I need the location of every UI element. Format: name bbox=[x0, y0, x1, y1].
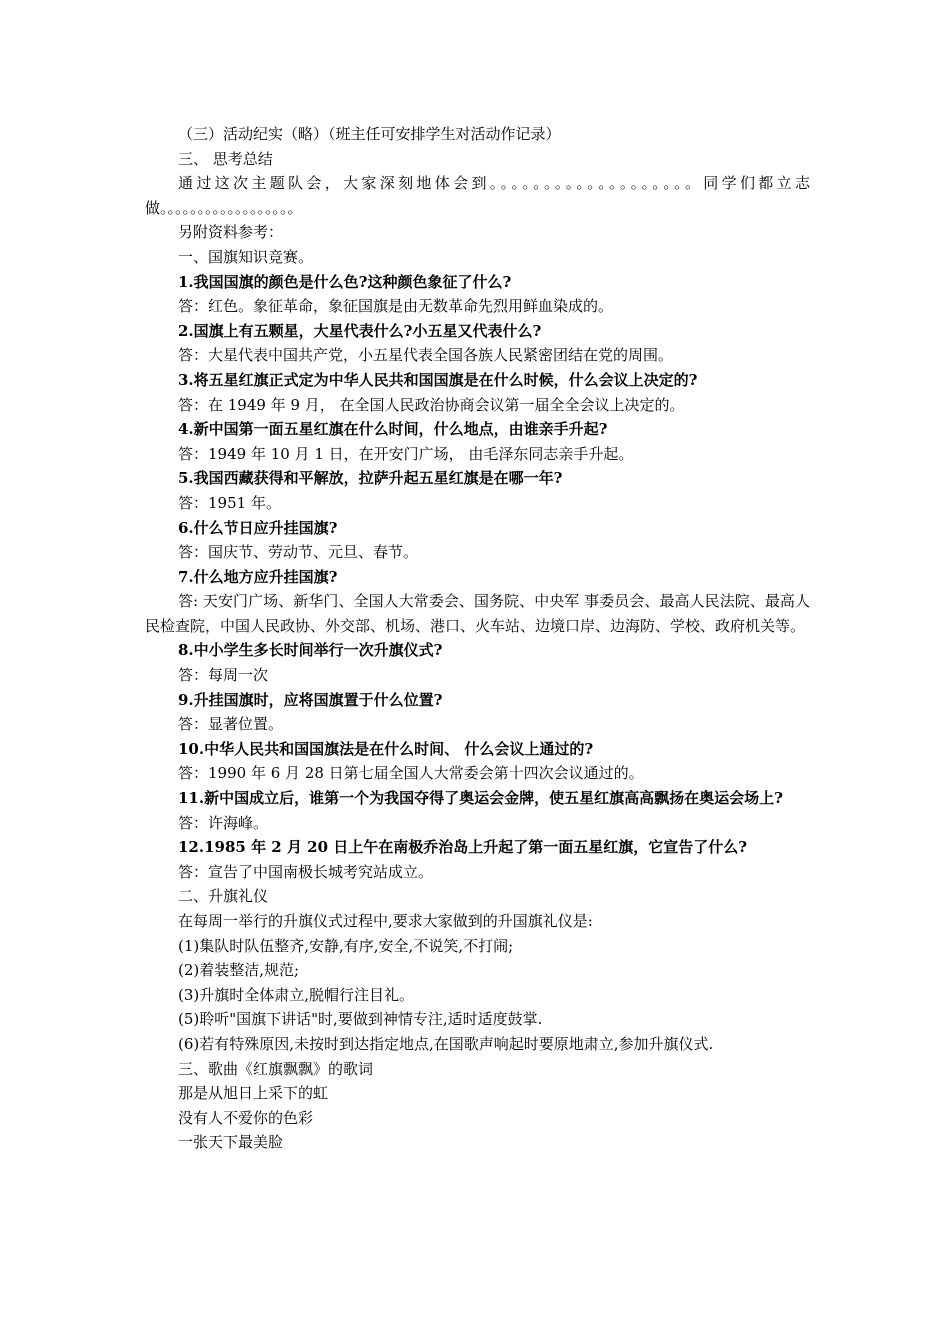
text-line-37: 三、歌曲《红旗飘飘》的歌词 bbox=[178, 1059, 374, 1078]
text-line-15: 答：1951 年。 bbox=[178, 493, 281, 512]
text-line-34: (3)升旗时全体肃立,脱帽行注目礼。 bbox=[178, 985, 415, 1004]
text-line-1: （三）活动纪实（略）（班主任可安排学生对活动作记录） bbox=[178, 125, 561, 143]
text-line-39: 没有人不爱你的色彩 bbox=[178, 1108, 314, 1127]
text-line-18: 7.什么地方应升挂国旗? bbox=[178, 567, 338, 586]
text-line-5: 一、国旗知识竞赛。 bbox=[178, 247, 314, 266]
text-line-16: 6.什么节日应升挂国旗? bbox=[178, 518, 338, 537]
document-body bbox=[145, 122, 810, 1155]
text-line-22: 9.升挂国旗时，应将国旗置于什么位置? bbox=[178, 690, 443, 709]
text-line-10: 3.将五星红旗正式定为中华人民共和国国旗是在什么时候，什么会议上决定的? bbox=[178, 370, 698, 389]
text-line-3: 通过这次主题队会，大家深刻地体会到。。。。。。。。。。。。。。。。。。。同学们都立志做。。。。。。。。。。。。。。。。。。 bbox=[145, 174, 810, 217]
text-line-30: 二、升旗礼仪 bbox=[178, 887, 269, 906]
text-line-28: 12.1985 年 2 月 20 日上午在南极乔治岛上升起了第一面五星红旗，它宣告了什么? bbox=[178, 838, 748, 857]
text-line-19: 答: 天安门广场、新华门、全国人大常委会、国务院、中央军 事委员会、最高人民法院、最高人民检查院，中国人民政协、外交部、机场、港口、火车站、边境口岸、边海防、学校、政府机关等。 bbox=[145, 592, 810, 635]
text-line-27: 答：许海峰。 bbox=[178, 813, 269, 832]
text-line-35: (5)聆听"国旗下讲话"时,要做到神情专注,适时适度鼓掌. bbox=[178, 1010, 543, 1029]
text-line-14: 5.我国西藏获得和平解放，拉萨升起五星红旗是在哪一年? bbox=[178, 469, 563, 488]
text-line-17: 答：国庆节、劳动节、元旦、春节。 bbox=[178, 543, 419, 562]
text-line-6: 1.我国国旗的颜色是什么色?这种颜色象征了什么? bbox=[178, 272, 512, 291]
text-line-12: 4.新中国第一面五星红旗在什么时间，什么地点，由谁亲手升起? bbox=[178, 420, 608, 439]
text-line-40: 一张天下最美脸 bbox=[178, 1133, 284, 1152]
text-line-24: 10.中华人民共和国国旗法是在什么时间、 什么会议上通过的? bbox=[178, 739, 594, 758]
text-line-7: 答：红色。象征革命，象征国旗是由无数革命先烈用鲜血染成的。 bbox=[178, 297, 614, 316]
text-line-21: 答：每周一次 bbox=[178, 666, 269, 685]
text-line-13: 答：1949 年 10 月 1 日，在开安门广场， 由毛泽东同志亲手升起。 bbox=[178, 444, 634, 463]
text-line-26: 11.新中国成立后，谁第一个为我国夺得了奥运会金牌，使五星红旗高高飘扬在奥运会场上? bbox=[178, 789, 783, 808]
text-line-25: 答：1990 年 6 月 28 日第七届全国人大常委会第十四次会议通过的。 bbox=[178, 764, 644, 783]
text-line-2: 三、 思考总结 bbox=[178, 149, 273, 168]
text-line-32: (1)集队时队伍整齐,安静,有序,安全,不说笑,不打闹; bbox=[178, 936, 514, 955]
text-line-4: 另附资料参考： bbox=[178, 223, 284, 242]
text-line-29: 答：宣告了中国南极长城考究站成立。 bbox=[178, 862, 434, 881]
text-line-38: 那是从旭日上采下的虹 bbox=[178, 1084, 329, 1103]
text-line-9: 答：大星代表中国共产党，小五星代表全国各族人民紧密团结在党的周围。 bbox=[178, 346, 674, 365]
text-line-8: 2.国旗上有五颗星，大星代表什么?小五星又代表什么? bbox=[178, 321, 542, 340]
text-line-20: 8.中小学生多长时间举行一次升旗仪式? bbox=[178, 641, 443, 660]
text-line-31: 在每周一举行的升旗仪式过程中,要求大家做到的升国旗礼仪是: bbox=[178, 912, 593, 930]
text-line-33: (2)着装整洁,规范; bbox=[178, 961, 300, 980]
text-line-36: (6)若有特殊原因,未按时到达指定地点,在国歌声响起时要原地肃立,参加升旗仪式. bbox=[178, 1034, 714, 1053]
text-line-23: 答：显著位置。 bbox=[178, 715, 284, 734]
text-line-11: 答：在 1949 年 9 月， 在全国人民政治协商会议第一届全全会议上决定的。 bbox=[178, 395, 685, 414]
